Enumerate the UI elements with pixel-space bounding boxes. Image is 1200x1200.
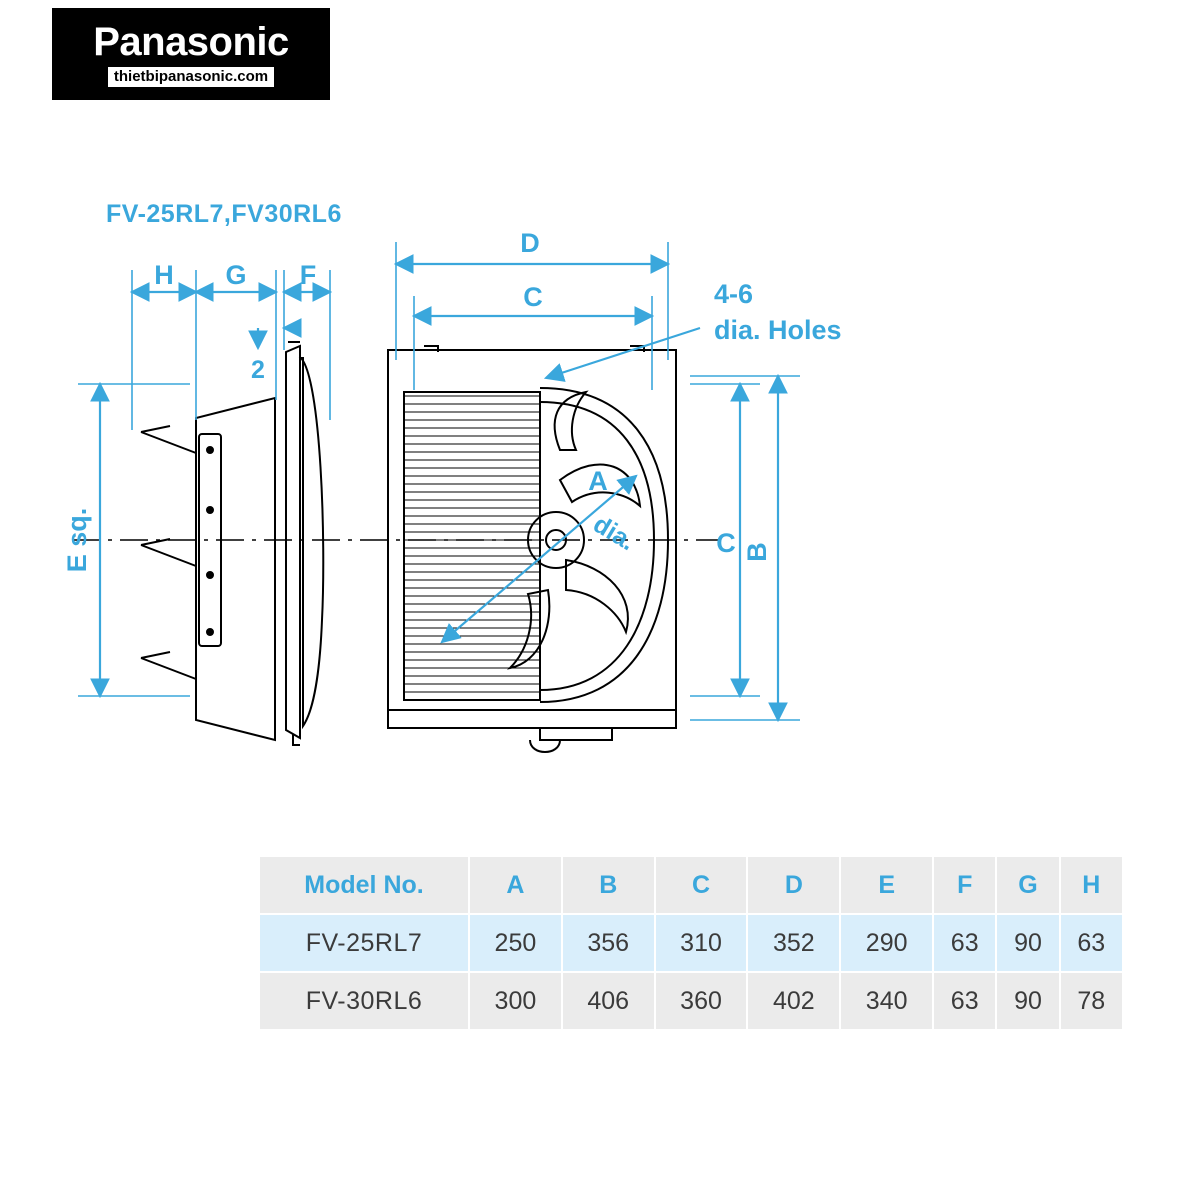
- label-2: 2: [251, 356, 265, 384]
- col-header-c: C: [655, 856, 748, 914]
- cell-f: 63: [933, 972, 996, 1030]
- website-label: thietbipanasonic.com: [108, 67, 274, 87]
- col-header-d: D: [747, 856, 840, 914]
- cell-a: 300: [469, 972, 562, 1030]
- cell-c: 310: [655, 914, 748, 972]
- col-header-h: H: [1060, 856, 1123, 914]
- brand-name: Panasonic: [93, 20, 289, 64]
- label-h: H: [154, 260, 174, 290]
- table-row: [259, 972, 1123, 1030]
- label-c-right: C: [716, 528, 736, 558]
- cell-c: 360: [655, 972, 748, 1030]
- cell-f: 63: [933, 914, 996, 972]
- table-header: [259, 856, 1123, 914]
- label-holes-text: dia. Holes: [714, 315, 842, 345]
- col-header-f: F: [933, 856, 996, 914]
- cell-d: 352: [747, 914, 840, 972]
- col-header-b: B: [562, 856, 655, 914]
- col-header-g: G: [996, 856, 1059, 914]
- label-c-top: C: [523, 282, 543, 312]
- cell-g: 90: [996, 914, 1059, 972]
- table-row: [259, 914, 1123, 972]
- table-header-row: [259, 856, 1123, 914]
- label-a: A: [588, 466, 608, 496]
- label-g: G: [225, 260, 247, 290]
- label-dia: dia.: [588, 510, 640, 557]
- cell-b: 356: [562, 914, 655, 972]
- table-body: [259, 914, 1123, 1030]
- cell-model: FV-30RL6: [259, 972, 469, 1030]
- technical-drawing: [0, 120, 1200, 840]
- cell-g: 90: [996, 972, 1059, 1030]
- front-view-geometry: [388, 346, 676, 752]
- col-header-model: Model No.: [259, 856, 469, 914]
- cell-d: 402: [747, 972, 840, 1030]
- cell-h: 78: [1060, 972, 1123, 1030]
- col-header-a: A: [469, 856, 562, 914]
- cell-e: 290: [840, 914, 933, 972]
- cell-model: FV-25RL7: [259, 914, 469, 972]
- label-b: B: [742, 542, 772, 562]
- side-view-geometry: [141, 342, 323, 745]
- cell-e: 340: [840, 972, 933, 1030]
- label-d: D: [520, 228, 540, 258]
- cell-b: 406: [562, 972, 655, 1030]
- cell-h: 63: [1060, 914, 1123, 972]
- label-e-sq: E sq.: [62, 507, 92, 573]
- label-holes-count: 4-6: [714, 279, 754, 309]
- specification-table: [258, 855, 1124, 1031]
- cell-a: 250: [469, 914, 562, 972]
- label-f: F: [299, 260, 317, 290]
- diagram-title: FV-25RL7,FV30RL6: [106, 200, 342, 228]
- drawing-svg: [0, 120, 1200, 840]
- col-header-e: E: [840, 856, 933, 914]
- panasonic-logo: [52, 8, 330, 100]
